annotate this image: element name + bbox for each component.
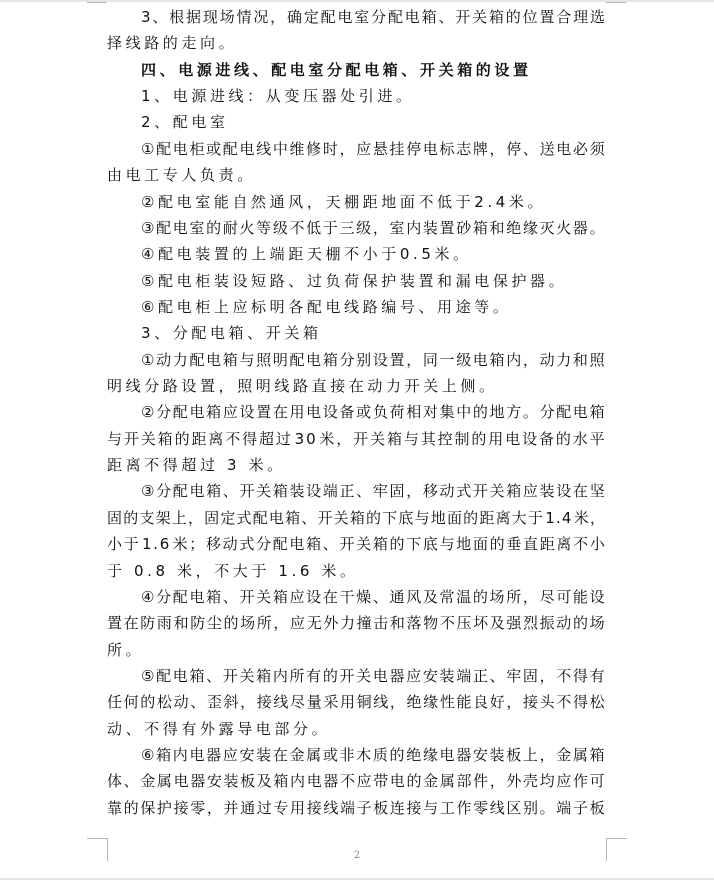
paragraph-line: ③ 分 配 电 箱 、 开 关 箱 装 设 端 正 、 牢 固 ， 移 动 式 开 关 箱 应 装 设 在 坚 (141, 482, 605, 501)
paragraph-line: ②配电室能自然通风，天棚距地面不低于2.4米。 (141, 192, 547, 211)
paragraph-line: 2、配电室 (141, 113, 229, 132)
paragraph-line: 明线分路设置，照明线路直接在动力开关上侧。 (107, 377, 498, 396)
paragraph-line: 任 何 的 松 动 、 歪 斜 ， 接 线 尽 量 采 用 铜 线 ， 绝 缘 性 能 良 好 ， 接 头 不 得 松 (107, 693, 605, 712)
section-heading: 四、电源进线、配电室分配电箱、开关箱的设置 (141, 60, 532, 79)
paragraph-line: 1、电源进线：从变压器处引进。 (141, 87, 415, 106)
paragraph-line: 所。 (107, 640, 145, 659)
paragraph-line: 与 开 关 箱 的 距 离 不 得 超 过 3 0 米 ， 开 关 箱 与 其 控 制 的 用 电 设 备 的 水 平 (107, 429, 605, 448)
page-number: 2 (353, 850, 361, 861)
margin-corner-mark-top-right (606, 0, 626, 3)
margin-corner-mark-top-left (87, 0, 107, 3)
paragraph-line: 置 在 防 雨 和 防 尘 的 场 所 ， 应 无 外 力 撞 击 和 落 物 不 压 坏 及 强 烈 振 动 的 场 (107, 614, 605, 633)
paragraph-line: ② 分 配 电 箱 应 设 置 在 用 电 设 备 或 负 荷 相 对 集 中 的 地 方 。 分 配 电 箱 (141, 403, 605, 422)
paragraph-line: ① 配 电 柜 或 配 电 线 中 维 修 时 ， 应 悬 挂 停 电 标 志 牌 ， 停 、 送 电 必 须 (141, 139, 605, 158)
paragraph-line: 择线路的走向。 (107, 34, 238, 53)
paragraph-line: 3 、 根 据 现 场 情 况 ， 确 定 配 电 室 分 配 电 箱 、 开 关 箱 的 位 置 合 理 选 (141, 8, 605, 26)
margin-corner-mark-bottom-right (606, 838, 627, 861)
document-body (107, 4, 605, 821)
paragraph-line: 3、分配电箱、开关箱 (141, 324, 322, 343)
paragraph-line: ⑤ 配 电 箱 、 开 关 箱 内 所 有 的 开 关 电 器 应 安 装 端 正 、 牢 固 ， 不 得 有 (141, 666, 605, 685)
paragraph-line: 动、不得有外露导电部分。 (107, 719, 331, 738)
paragraph-line: 固 的 支 架 上 ， 固 定 式 配 电 箱 、 开 关 箱 的 下 底 与 地 面 的 距 离 大 于 1 . 4 米 ， (107, 508, 605, 527)
paragraph-line: 体 、 金 属 电 器 安 装 板 及 箱 内 电 器 不 应 带 电 的 金 属 部 件 ， 外 壳 均 应 作 可 (107, 772, 605, 791)
paragraph-line: ④ 分 配 电 箱 、 开 关 箱 应 设 在 干 燥 、 通 风 及 常 温 的 场 所 ， 尽 可 能 设 (141, 587, 605, 606)
paragraph-line: 距离不得超过 3 米。 (107, 456, 286, 475)
paragraph-line: ⑥ 箱 内 电 器 应 安 装 在 金 属 或 非 木 质 的 绝 缘 电 器 安 装 板 上 ， 金 属 箱 (141, 746, 605, 765)
paragraph-line: 小 于 1 . 6 米 ； 移 动 式 分 配 电 箱 、 开 关 箱 的 下 底 与 地 面 的 垂 直 距 离 不 小 (107, 535, 605, 554)
paragraph-line: 由电工专人负责。 (107, 166, 256, 185)
paragraph-line: ③ 配 电 室 的 耐 火 等 级 不 低 于 三 级 ， 室 内 装 置 砂 箱 和 绝 缘 灭 火 器 。 (141, 218, 605, 237)
paragraph-line: ⑤配电柜装设短路、过负荷保护装置和漏电保护器。 (141, 271, 568, 290)
paragraph-line: 靠 的 保 护 接 零 ， 并 通 过 专 用 接 线 端 子 板 连 接 与 工 作 零 线 区 别 。 端 子 板 (107, 798, 605, 817)
margin-corner-mark-bottom-left (87, 838, 108, 861)
paragraph-line: ④配电装置的上端距天棚不小于0.5米。 (141, 245, 472, 264)
paragraph-line: 于 0.8 米，不大于 1.6 米。 (107, 561, 359, 580)
paragraph-line: ① 动 力 配 电 箱 与 照 明 配 电 箱 分 别 设 置 ， 同 一 级 电 箱 内 ， 动 力 和 照 (141, 350, 605, 369)
paragraph-line: ⑥配电柜上应标明各配电线路编号、用途等。 (141, 297, 512, 316)
